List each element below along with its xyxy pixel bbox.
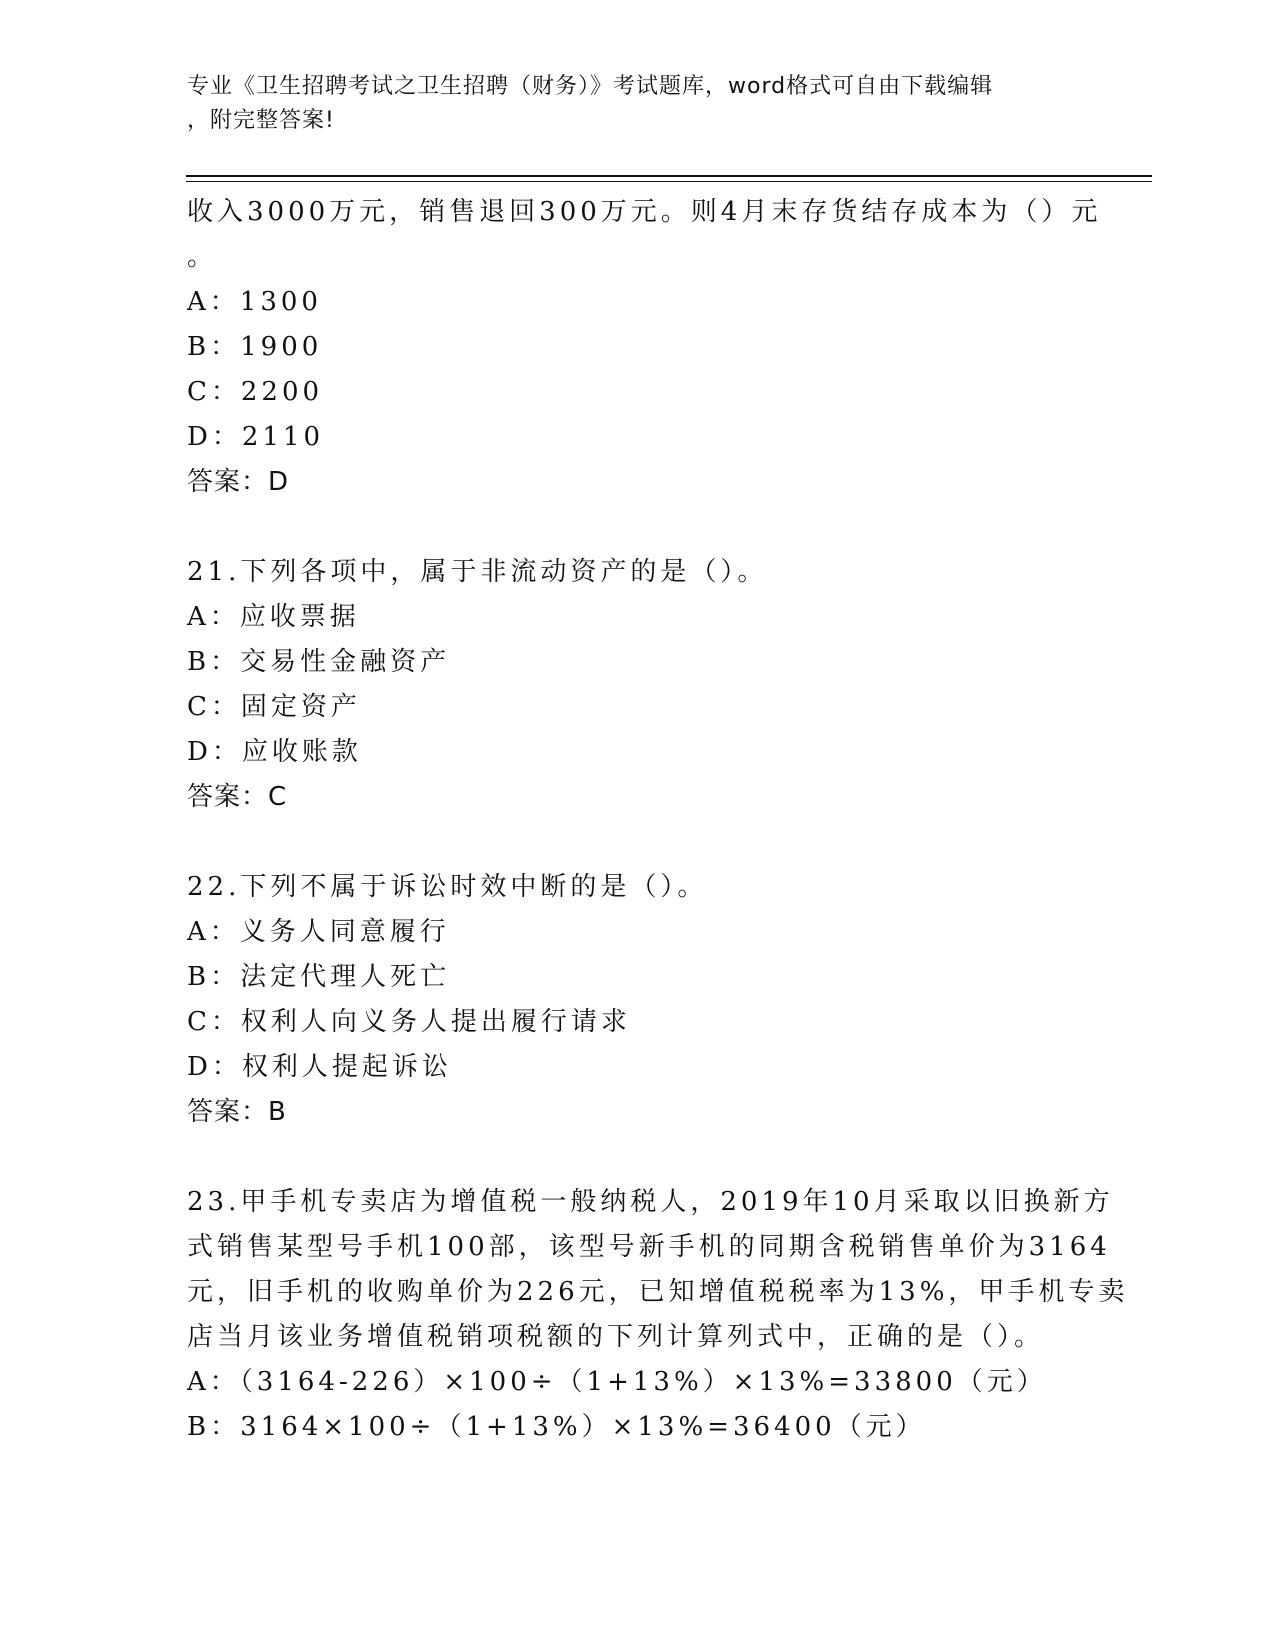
question-text-line: 21.下列各项中，属于非流动资产的是（）。 bbox=[187, 557, 768, 587]
option-b: B：1900 bbox=[187, 332, 323, 362]
option-a: A：应收票据 bbox=[187, 602, 360, 632]
spacer bbox=[187, 820, 1087, 865]
option-d: D：权利人提起诉讼 bbox=[187, 1052, 452, 1082]
header-line-1: 专业《卫生招聘考试之卫生招聘（财务）》考试题库，word格式可自由下载编辑 bbox=[187, 74, 994, 99]
document-header bbox=[187, 70, 1087, 138]
option-c: C：2200 bbox=[187, 377, 324, 407]
question-content bbox=[187, 190, 1129, 1450]
option-d: D：应收账款 bbox=[187, 737, 362, 767]
option-a: A：（3164-226）×100÷（1+13%）×13%=33800（元） bbox=[187, 1367, 1047, 1397]
question-text-line: 收入3000万元，销售退回300万元。则4月末存货结存成本为（）元 bbox=[187, 197, 1102, 227]
header-line-2: ，附完整答案! bbox=[187, 108, 335, 133]
question-text-line: 店当月该业务增值税销项税额的下列计算列式中，正确的是（）。 bbox=[187, 1322, 1045, 1352]
spacer bbox=[187, 1135, 1087, 1180]
question-text-line: 式销售某型号手机100部，该型号新手机的同期含税销售单价为3164 bbox=[187, 1232, 1111, 1262]
option-c: C：固定资产 bbox=[187, 692, 361, 722]
question-text-line: 元，旧手机的收购单价为226元，已知增值税税率为13%，甲手机专卖 bbox=[187, 1277, 1129, 1307]
answer-line: 答案：D bbox=[187, 467, 290, 497]
answer-line: 答案：C bbox=[187, 782, 288, 812]
option-a: A：义务人同意履行 bbox=[187, 917, 450, 947]
question-text-line: 。 bbox=[187, 242, 218, 272]
option-d: D：2110 bbox=[187, 422, 325, 452]
option-a: A：1300 bbox=[187, 287, 322, 317]
question-22 bbox=[187, 865, 1087, 1135]
question-23 bbox=[187, 1180, 1129, 1450]
option-b: B：法定代理人死亡 bbox=[187, 962, 451, 992]
question-text-line: 23.甲手机专卖店为增值税一般纳税人，2019年10月采取以旧换新方 bbox=[187, 1187, 1114, 1217]
header-rule-thin bbox=[186, 181, 1152, 182]
question-21 bbox=[187, 550, 1087, 820]
spacer bbox=[187, 505, 1087, 550]
option-b: B：交易性金融资产 bbox=[187, 647, 451, 677]
answer-line: 答案：B bbox=[187, 1097, 287, 1127]
question-continuation bbox=[187, 190, 1102, 505]
option-c: C：权利人向义务人提出履行请求 bbox=[187, 1007, 631, 1037]
option-b: B：3164×100÷（1+13%）×13%=36400（元） bbox=[187, 1412, 926, 1442]
question-text-line: 22.下列不属于诉讼时效中断的是（）。 bbox=[187, 872, 708, 902]
header-rule-thick bbox=[186, 175, 1152, 177]
